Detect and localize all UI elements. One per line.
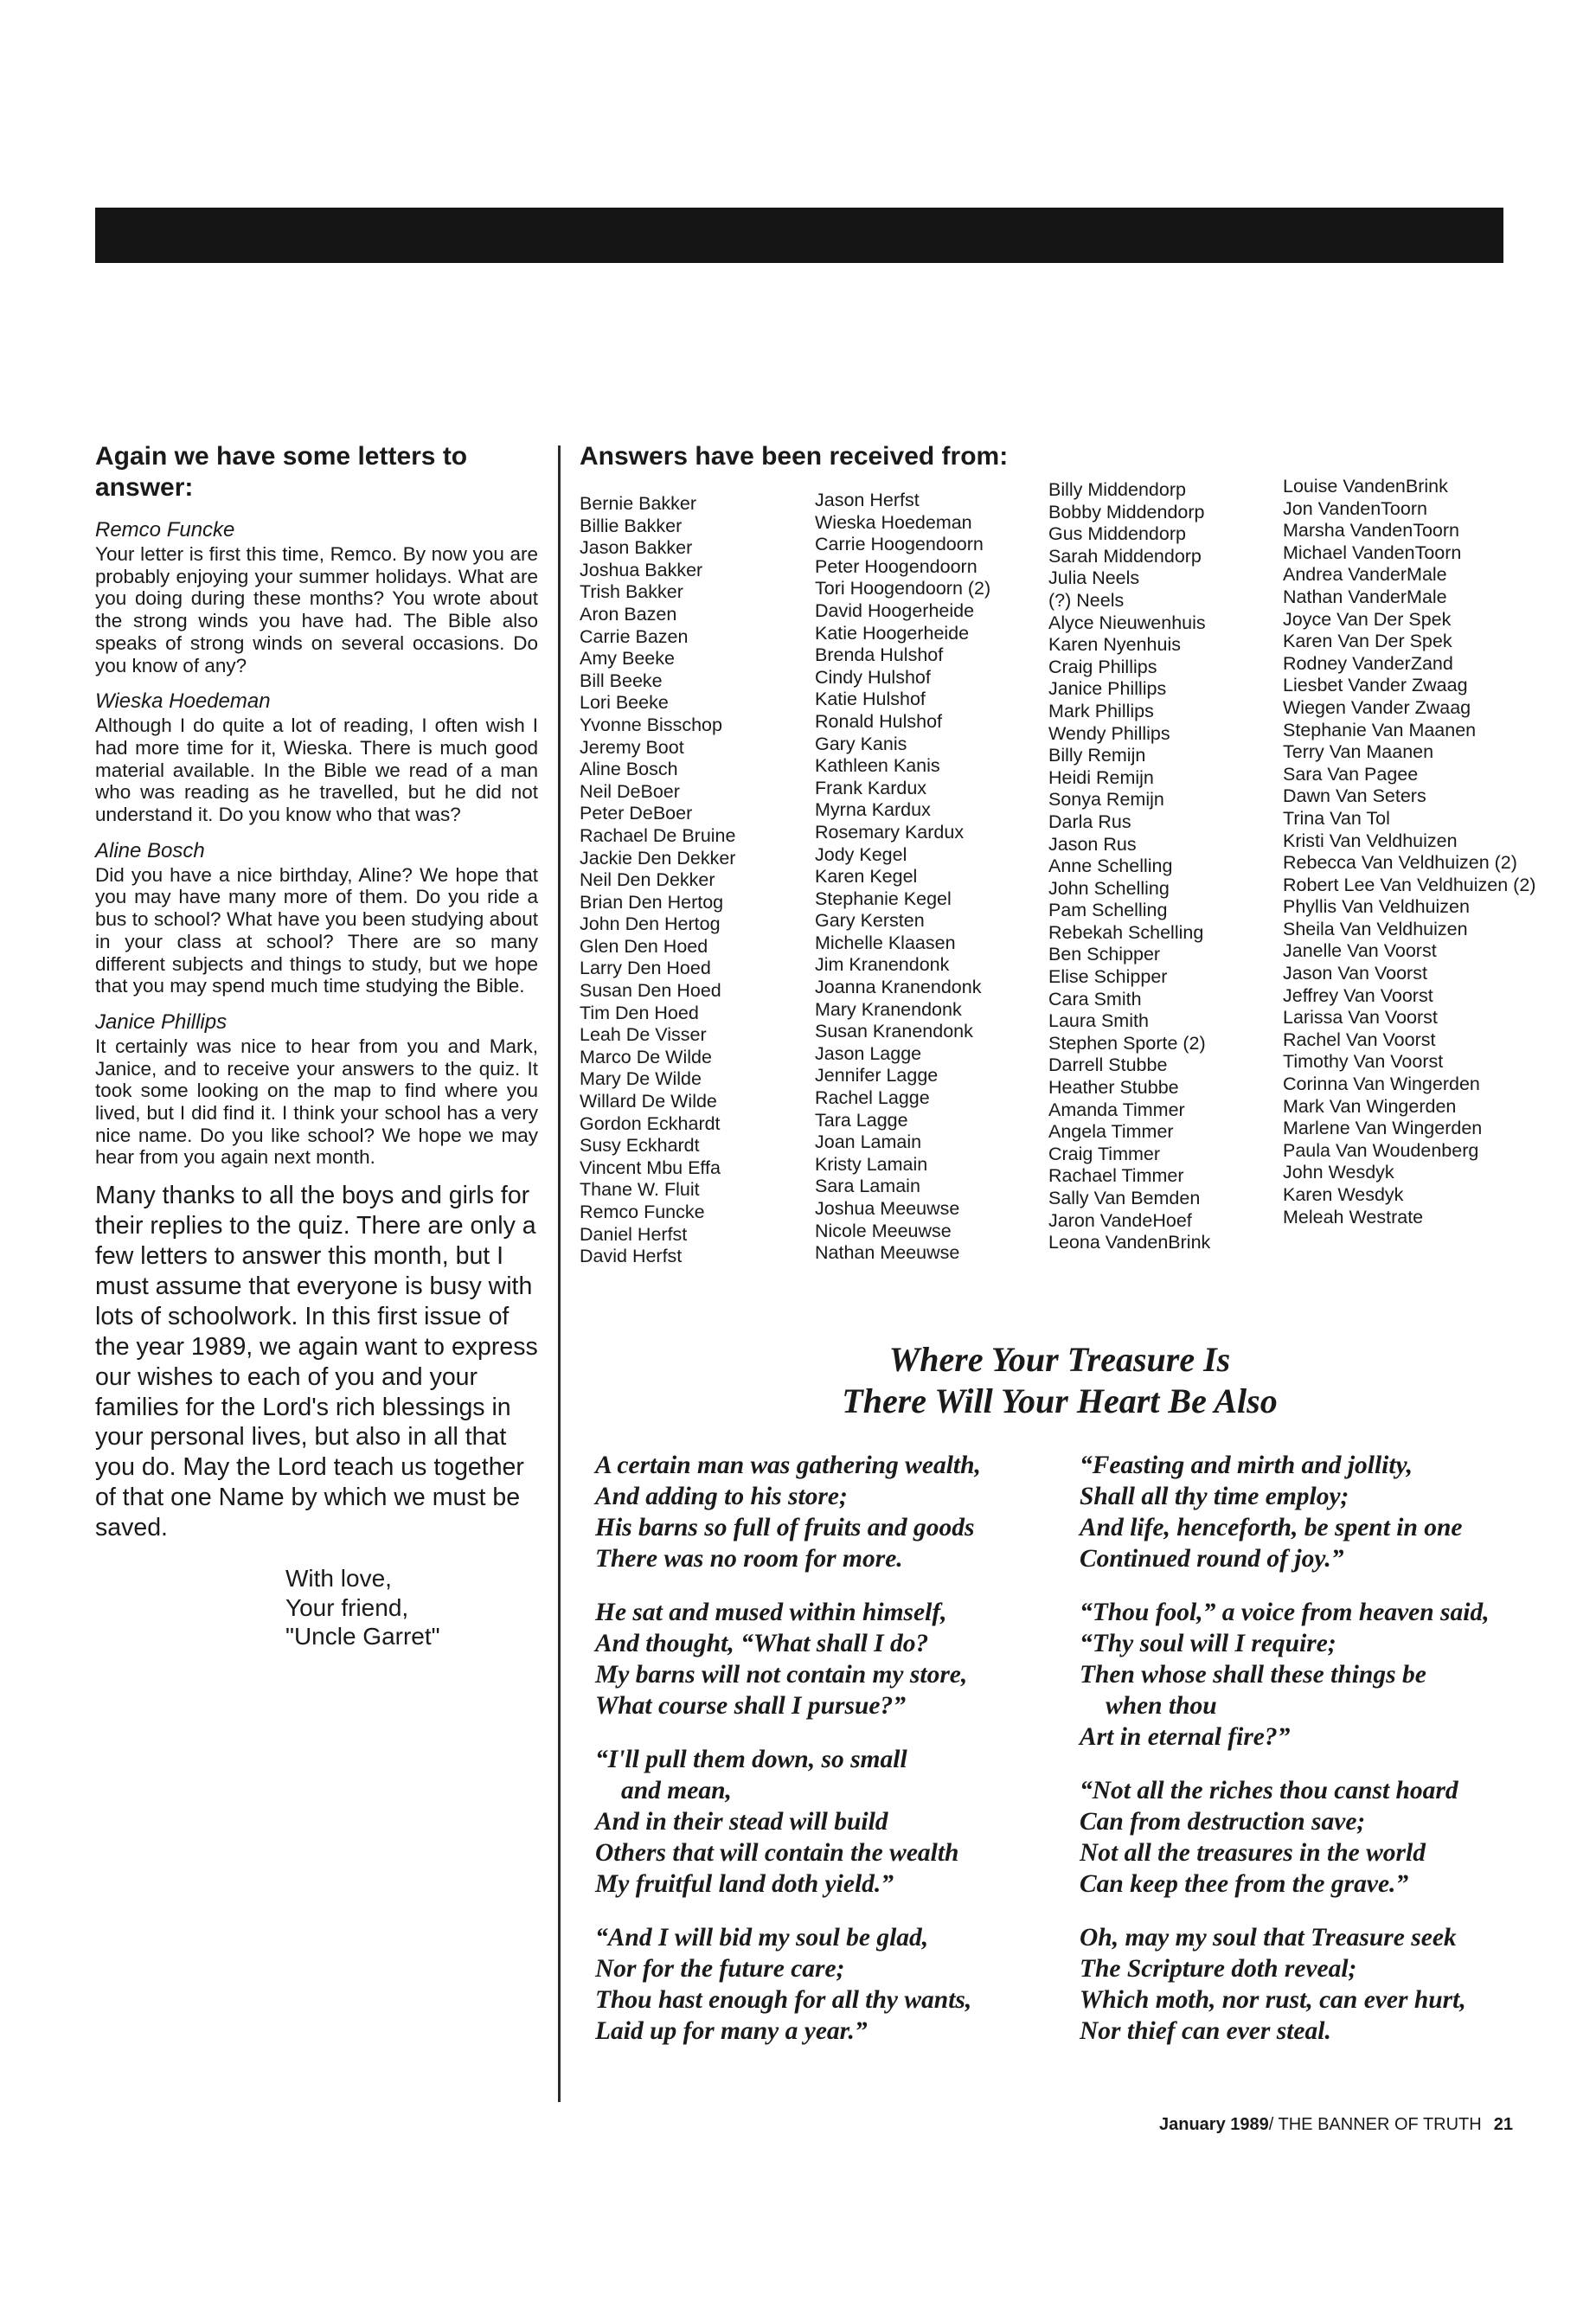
answer-name: Bobby Middendorp xyxy=(1048,501,1205,522)
answer-name: Alyce Nieuwenhuis xyxy=(1048,612,1206,633)
answer-name: Cara Smith xyxy=(1048,988,1142,1009)
poem-line: Which moth, nor rust, can ever hurt, xyxy=(1080,1986,1466,2014)
answer-name: Billy Middendorp xyxy=(1048,479,1186,500)
poem-left-column xyxy=(595,1450,1062,2069)
poem-line: The Scripture doth reveal; xyxy=(1080,1955,1357,1983)
answer-name: Laura Smith xyxy=(1048,1010,1149,1032)
answer-name: Trish Bakker xyxy=(580,581,683,603)
closing-paragraph: Many thanks to all the boys and girls for their replies to the quiz. There are only a few letters to answer this month, but I must assume that everyone is busy with lots of schoolwork. In this first issue of the year 1989, we again want to express our wishes to each of you and your families for the Lord's rich blessings in your personal lives, but also in all that you do. May the Lord teach us together of that one Name by which we must be saved. xyxy=(95,1182,538,1542)
answer-name: Katie Hulshof xyxy=(815,689,926,710)
letter-recipient-name: Janice Phillips xyxy=(95,1009,228,1034)
answer-name: Corinna Van Wingerden xyxy=(1283,1074,1480,1095)
poem-line: And life, henceforth, be spent in one xyxy=(1080,1514,1463,1541)
poem-line: Can keep thee from the grave.” xyxy=(1080,1870,1409,1898)
poem-stanza xyxy=(1080,1597,1547,1753)
answer-name: Angela Timmer xyxy=(1048,1121,1174,1143)
letters-column xyxy=(95,441,538,1651)
poem-stanza xyxy=(595,1922,1062,2047)
answer-name: Wieska Hoedeman xyxy=(815,511,972,533)
poem-stanza xyxy=(595,1744,1062,1900)
answer-name: Joanna Kranendonk xyxy=(815,977,982,998)
answer-name: Katie Hoogerheide xyxy=(815,622,970,644)
answer-name: Leona VandenBrink xyxy=(1048,1232,1211,1253)
answer-name: Jeremy Boot xyxy=(580,736,684,758)
answer-name: Amanda Timmer xyxy=(1048,1099,1185,1120)
answer-name: Karen Nyenhuis xyxy=(1048,634,1181,656)
poem-line: “And I will bid my soul be glad, xyxy=(595,1924,929,1952)
page-top-band xyxy=(0,0,1596,119)
poem-line: “I'll pull them down, so small xyxy=(595,1746,907,1773)
answer-name: Terry Van Maanen xyxy=(1283,741,1434,763)
answer-name: Mary Kranendonk xyxy=(815,998,962,1020)
answer-name: Joshua Bakker xyxy=(580,559,703,580)
poem-line: There was no room for more. xyxy=(595,1545,903,1573)
poem-title-line: There Will Your Heart Be Also xyxy=(842,1381,1278,1420)
answer-name: Sarah Middendorp xyxy=(1048,545,1202,567)
answer-name: Anne Schelling xyxy=(1048,856,1173,877)
letter-entry xyxy=(95,838,538,997)
answer-name: Sara Van Pagee xyxy=(1283,763,1419,785)
poem-line: And thought, “What shall I do? xyxy=(595,1630,929,1657)
answer-name: Jennifer Lagge xyxy=(815,1065,939,1086)
answer-name: Bernie Bakker xyxy=(580,493,697,514)
answer-name: Stephen Sporte (2) xyxy=(1048,1032,1206,1054)
answer-name: Karen Van Der Spek xyxy=(1283,631,1452,652)
answer-name: Pam Schelling xyxy=(1048,900,1168,921)
answer-name: Leah De Visser xyxy=(580,1024,707,1046)
letters-list xyxy=(95,517,538,1169)
poem-stanza xyxy=(1080,1450,1547,1574)
answer-name: Billy Remijn xyxy=(1048,745,1146,766)
answers-heading: Answers have been received from: xyxy=(580,442,1009,471)
answer-name: Rachel Van Voorst xyxy=(1283,1029,1436,1050)
answer-name: Cindy Hulshof xyxy=(815,666,931,688)
answer-name: Rebecca Van Veldhuizen (2) xyxy=(1283,852,1517,874)
answer-name: Carrie Bazen xyxy=(580,625,689,647)
poem-line: He sat and mused within himself, xyxy=(595,1599,947,1626)
answer-name: Darla Rus xyxy=(1048,811,1131,832)
answer-name: Jackie Den Dekker xyxy=(580,847,736,868)
poem-line: Nor thief can ever steal. xyxy=(1080,2017,1331,2045)
answer-name: Liesbet Vander Zwaag xyxy=(1283,675,1468,696)
poem-stanza xyxy=(595,1450,1062,1574)
answer-name: Wiegen Vander Zwaag xyxy=(1283,696,1471,718)
answer-name: Larissa Van Voorst xyxy=(1283,1007,1438,1029)
answer-name: Joyce Van Der Spek xyxy=(1283,608,1452,630)
answer-name: Gus Middendorp xyxy=(1048,523,1186,545)
poem-line: “Feasting and mirth and jollity, xyxy=(1080,1452,1413,1479)
answer-name: Carrie Hoogendoorn xyxy=(815,534,984,555)
answer-name: Dawn Van Seters xyxy=(1283,785,1426,807)
answer-name: Jason Van Voorst xyxy=(1283,963,1427,984)
answer-name: Jason Bakker xyxy=(580,537,693,559)
answer-name: Jaron VandeHoef xyxy=(1048,1209,1192,1231)
answer-names-column xyxy=(1283,476,1535,1228)
answer-name: Elise Schipper xyxy=(1048,966,1168,988)
answer-name: Bill Beeke xyxy=(580,670,663,691)
answer-name: Myrna Kardux xyxy=(815,799,931,821)
answer-name: Craig Phillips xyxy=(1048,656,1157,677)
answer-name: Rachael Timmer xyxy=(1048,1165,1184,1187)
answer-name: Jason Lagge xyxy=(815,1042,922,1064)
answer-names-column xyxy=(815,490,990,1265)
answer-name: Frank Kardux xyxy=(815,777,927,798)
answer-name: Marlene Van Wingerden xyxy=(1283,1118,1483,1139)
answer-name: Sara Lamain xyxy=(815,1176,920,1197)
answer-name: Rodney VanderZand xyxy=(1283,652,1453,674)
answer-name: Thane W. Fluit xyxy=(580,1179,700,1201)
letter-entry xyxy=(95,517,538,676)
poem-line: Nor for the future care; xyxy=(595,1955,845,1983)
answer-name: Sonya Remijn xyxy=(1048,789,1164,811)
answer-name: Tara Lagge xyxy=(815,1109,908,1131)
footer-publication: / THE BANNER OF TRUTH xyxy=(1268,2115,1482,2134)
answer-name: Michelle Klaasen xyxy=(815,932,956,953)
answer-name: Karen Wesdyk xyxy=(1283,1184,1404,1205)
answer-name: Vincent Mbu Effa xyxy=(580,1157,721,1178)
poem-stanza xyxy=(1080,1922,1547,2047)
answer-name: Janice Phillips xyxy=(1048,678,1167,700)
answer-name: Nathan Meeuwse xyxy=(815,1242,960,1264)
letter-body: It certainly was nice to hear from you and Mark, Janice, and to receive your answers to the quiz. It took some looking on the map to find where you lived, but I did find it. I think your school has a very nice name. Do you like school? We hope we may hear from you again next month. xyxy=(95,1035,538,1169)
answer-name: Tim Den Hoed xyxy=(580,1002,699,1023)
answer-name: Rosemary Kardux xyxy=(815,821,965,843)
answer-name: Phyllis Van Veldhuizen xyxy=(1283,896,1470,918)
answer-names-grid xyxy=(580,476,1540,1310)
answer-name: (?) Neels xyxy=(1048,589,1125,611)
poem-line: and mean, xyxy=(621,1777,732,1804)
answer-name: Susan Kranendonk xyxy=(815,1021,973,1042)
poem-line: when thou xyxy=(1106,1692,1217,1720)
answer-name: Stephanie Kegel xyxy=(815,888,952,909)
answer-name: Lori Beeke xyxy=(580,692,669,714)
answer-name: David Herfst xyxy=(580,1246,683,1267)
answer-name: Billie Bakker xyxy=(580,515,683,536)
answer-names-column xyxy=(1048,479,1210,1254)
answer-name: Robert Lee Van Veldhuizen (2) xyxy=(1283,874,1536,895)
answer-name: Jason Rus xyxy=(1048,833,1137,855)
answer-name: John Den Hertog xyxy=(580,913,721,935)
answer-name: Timothy Van Voorst xyxy=(1283,1051,1444,1073)
answer-name: Yvonne Bisschop xyxy=(580,714,722,735)
poem-line: Continued round of joy.” xyxy=(1080,1545,1344,1573)
signoff xyxy=(285,1564,538,1651)
answer-name: Trina Van Tol xyxy=(1283,807,1390,829)
poem-line: “Thou fool,” a voice from heaven said, xyxy=(1080,1599,1490,1626)
poem-line: Art in eternal fire?” xyxy=(1080,1723,1291,1751)
answer-name: Rachael De Bruine xyxy=(580,824,736,846)
answer-name: Neil Den Dekker xyxy=(580,869,715,891)
letter-recipient-name: Aline Bosch xyxy=(95,838,205,862)
answer-name: Sally Van Bemden xyxy=(1048,1188,1201,1208)
poem-line: Others that will contain the wealth xyxy=(595,1839,959,1867)
answer-name: Marsha VandenToorn xyxy=(1283,520,1459,542)
letter-body: Your letter is first this time, Remco. By now you are probably enjoying your summer holidays. What are you doing during these months? You wrote about the strong winds you have had. The Bible also speaks of strong winds on several occasions. Do you know of any? xyxy=(95,543,538,676)
poem-line: A certain man was gathering wealth, xyxy=(595,1452,981,1479)
poem-line: Thou hast enough for all thy wants, xyxy=(595,1986,972,2014)
letter-body: Although I do quite a lot of reading, I often wish I had more time for it, Wieska. There is much good material available. In the Bible we read of a man who was reading as he travelled, but he did not understand it. Do you know who that was? xyxy=(95,715,538,826)
answer-name: Ben Schipper xyxy=(1048,944,1161,965)
poem-line: Can from destruction save; xyxy=(1080,1808,1366,1836)
signoff-line: "Uncle Garret" xyxy=(285,1623,440,1650)
answer-name: Daniel Herfst xyxy=(580,1223,688,1245)
signoff-line: Your friend, xyxy=(285,1593,409,1621)
answer-name: Joan Lamain xyxy=(815,1131,922,1153)
answer-name: Andrea VanderMale xyxy=(1283,564,1447,586)
answer-name: Michael VandenToorn xyxy=(1283,542,1462,563)
answer-name: Jason Herfst xyxy=(815,490,920,510)
answer-name: Heidi Remijn xyxy=(1048,766,1154,788)
answer-name: Brian Den Hertog xyxy=(580,891,724,913)
poem-line: Oh, may my soul that Treasure seek xyxy=(1080,1924,1457,1952)
answer-name: Jeffrey Van Voorst xyxy=(1283,984,1433,1006)
answer-name: Heather Stubbe xyxy=(1048,1077,1179,1099)
answer-name: Julia Neels xyxy=(1048,567,1140,589)
poem-title xyxy=(580,1339,1540,1422)
answer-name: Darrell Stubbe xyxy=(1048,1054,1168,1076)
poem-right-column xyxy=(1080,1450,1547,2069)
poem-title-line: Where Your Treasure Is xyxy=(888,1340,1231,1379)
poem-line: “Not all the riches thou canst hoard xyxy=(1080,1777,1458,1804)
answer-name: Willard De Wilde xyxy=(580,1091,717,1112)
letter-entry xyxy=(95,689,538,826)
answer-name: Aline Bosch xyxy=(580,759,678,780)
answer-name: Mark Phillips xyxy=(1048,700,1154,721)
answer-name: Kathleen Kanis xyxy=(815,755,940,777)
poem-stanza xyxy=(595,1597,1062,1721)
page-number: 21 xyxy=(1493,2115,1513,2134)
answer-name: Jody Kegel xyxy=(815,843,907,865)
poem-line: What course shall I pursue?” xyxy=(595,1692,907,1720)
answer-name: Paula Van Woudenberg xyxy=(1283,1139,1479,1161)
letter-recipient-name: Remco Funcke xyxy=(95,518,235,542)
poem-line: Laid up for many a year.” xyxy=(595,2017,868,2045)
page-footer xyxy=(1159,2115,1513,2135)
answer-name: Nicole Meeuwse xyxy=(815,1220,952,1241)
answer-name: Rachel Lagge xyxy=(815,1087,930,1109)
answer-name: Jon VandenToorn xyxy=(1283,497,1427,519)
answer-name: Peter DeBoer xyxy=(580,803,693,824)
answer-name: Gary Kersten xyxy=(815,910,925,932)
letter-body: Did you have a nice birthday, Aline? We hope that you may have many more of them. Do you ride a bus to school? What have you been studying about in your class at school? There are so many different subjects and things to study, but we hope that you may spend much time studying the Bible. xyxy=(95,863,538,997)
answer-name: Susy Eckhardt xyxy=(580,1135,700,1157)
answers-section xyxy=(580,441,1540,1310)
answer-name: Craig Timmer xyxy=(1048,1143,1161,1164)
answer-name: Nathan VanderMale xyxy=(1283,586,1447,607)
answer-name: Rebekah Schelling xyxy=(1048,921,1204,943)
answer-name: Larry Den Hoed xyxy=(580,958,711,979)
answer-name: Neil DeBoer xyxy=(580,780,680,802)
answer-name: Joshua Meeuwse xyxy=(815,1198,960,1219)
answer-name: Mark Van Wingerden xyxy=(1283,1095,1457,1117)
answer-name: David Hoogerheide xyxy=(815,599,975,621)
answer-name: Ronald Hulshof xyxy=(815,710,943,732)
answer-names-column xyxy=(580,493,735,1268)
poem-line: His barns so full of fruits and goods xyxy=(595,1514,975,1541)
poem-line: Not all the treasures in the world xyxy=(1080,1839,1426,1867)
answer-name: Jim Kranendonk xyxy=(815,954,950,976)
answer-name: Marco De Wilde xyxy=(580,1046,712,1067)
poem-line: My fruitful land doth yield.” xyxy=(595,1870,894,1898)
answer-name: Kristy Lamain xyxy=(815,1153,928,1175)
answer-name: Mary De Wilde xyxy=(580,1068,702,1090)
answer-name: Gary Kanis xyxy=(815,733,907,754)
letter-entry xyxy=(95,1009,538,1169)
letters-heading: Again we have some letters to answer: xyxy=(95,442,468,502)
column-divider xyxy=(558,445,561,2102)
answer-name: Aron Bazen xyxy=(580,603,677,625)
answer-name: Glen Den Hoed xyxy=(580,935,708,957)
answer-name: Karen Kegel xyxy=(815,866,918,888)
poem-line: Shall all thy time employ; xyxy=(1080,1483,1349,1510)
poem-line: My barns will not contain my store, xyxy=(595,1661,968,1689)
footer-date: January 1989 xyxy=(1159,2115,1269,2134)
answer-name: Remco Funcke xyxy=(580,1202,705,1222)
signoff-line: With love, xyxy=(285,1565,392,1593)
answer-name: Brenda Hulshof xyxy=(815,644,944,666)
answer-name: John Schelling xyxy=(1048,877,1170,899)
answer-name: Peter Hoogendoorn xyxy=(815,555,977,577)
answer-name: Stephanie Van Maanen xyxy=(1283,719,1477,740)
poem-line: Then whose shall these things be xyxy=(1080,1661,1426,1689)
poem-line: And adding to his store; xyxy=(595,1483,848,1510)
poem-line: And in their stead will build xyxy=(595,1808,888,1836)
answer-name: Louise VandenBrink xyxy=(1283,476,1448,497)
answer-name: Amy Beeke xyxy=(580,648,675,670)
answer-name: Sheila Van Veldhuizen xyxy=(1283,918,1468,939)
answer-name: Gordon Eckhardt xyxy=(580,1112,721,1134)
answer-name: Meleah Westrate xyxy=(1283,1206,1424,1227)
answer-name: Wendy Phillips xyxy=(1048,722,1170,744)
letter-recipient-name: Wieska Hoedeman xyxy=(95,689,271,714)
answer-name: Tori Hoogendoorn (2) xyxy=(815,578,991,599)
poem-line: “Thy soul will I require; xyxy=(1080,1630,1336,1657)
poem-stanza xyxy=(1080,1775,1547,1900)
answer-name: Janelle Van Voorst xyxy=(1283,940,1437,962)
header-black-bar xyxy=(95,208,1503,263)
answer-name: Susan Den Hoed xyxy=(580,980,721,1002)
answer-name: John Wesdyk xyxy=(1283,1162,1394,1183)
answer-name: Kristi Van Veldhuizen xyxy=(1283,830,1458,851)
